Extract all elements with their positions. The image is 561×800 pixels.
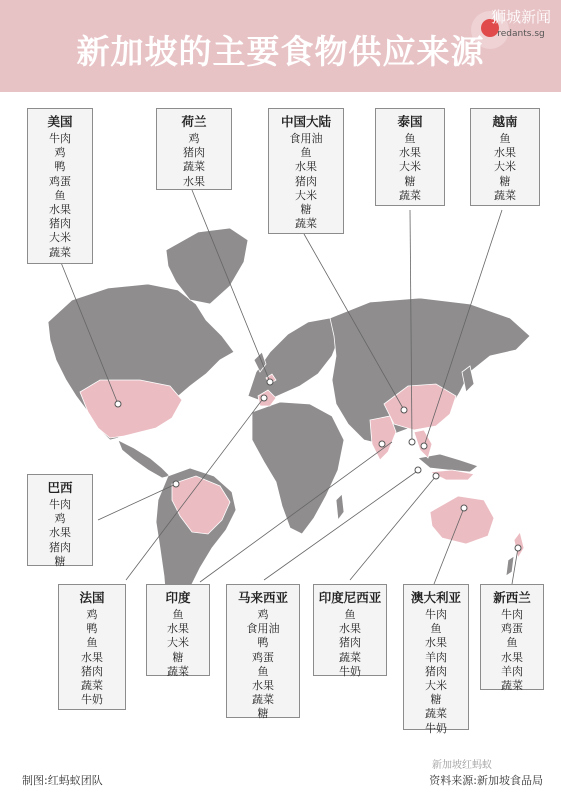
brand <box>491 6 551 39</box>
region-name: 印度 <box>165 590 191 605</box>
food-item: 蔬菜 <box>183 160 205 174</box>
food-item: 大米 <box>167 636 189 650</box>
food-item: 猪肉 <box>49 217 71 231</box>
food-item: 鸡 <box>54 512 66 526</box>
marker-malaysia <box>415 467 421 473</box>
food-item: 蔬菜 <box>167 664 189 678</box>
marker-netherlands <box>267 379 273 385</box>
marker-vietnam <box>421 443 427 449</box>
marker-india <box>379 441 385 447</box>
page-title: 新加坡的主要食物供应来源 <box>76 32 485 71</box>
connector-indonesia <box>350 476 436 580</box>
box-vietnam <box>470 108 540 206</box>
food-item: 水果 <box>49 526 71 540</box>
food-item: 食用油 <box>289 132 323 145</box>
food-item: 鸡蛋 <box>252 650 274 664</box>
region-name: 中国大陆 <box>280 114 331 129</box>
box-malaysia <box>226 584 300 721</box>
box-india <box>146 584 210 676</box>
food-item: 猪肉 <box>425 664 447 678</box>
food-item: 蔬菜 <box>295 217 317 231</box>
food-item: 牛奶 <box>81 693 103 707</box>
marker-indonesia <box>433 473 439 479</box>
marker-australia <box>461 505 467 511</box>
food-item: 大米 <box>49 231 71 245</box>
food-item: 牛肉 <box>425 608 447 621</box>
marker-china <box>401 407 407 413</box>
region-name: 泰国 <box>397 114 423 129</box>
food-item: 鱼 <box>506 636 518 650</box>
box-france <box>58 584 126 710</box>
food-item: 大米 <box>494 160 516 174</box>
food-item: 大米 <box>425 679 447 693</box>
food-item: 鸡 <box>188 132 200 145</box>
header-banner <box>0 0 561 92</box>
credit-text: 制图:红蚂蚁团队 <box>22 774 103 787</box>
food-item: 牛肉 <box>49 498 71 511</box>
region-name: 荷兰 <box>181 114 207 129</box>
food-item: 水果 <box>183 174 205 188</box>
food-item: 猪肉 <box>339 636 361 650</box>
food-item: 鸡 <box>86 608 98 621</box>
food-item: 鸡 <box>257 608 269 621</box>
food-item: 水果 <box>295 160 317 174</box>
food-item: 水果 <box>81 650 103 664</box>
food-item: 蔬菜 <box>501 679 523 693</box>
source-text: 资料来源:新加坡食品局 <box>429 774 543 787</box>
region-name: 印度尼西亚 <box>318 590 382 605</box>
food-item: 蔬菜 <box>339 650 361 664</box>
food-item: 鱼 <box>257 664 269 678</box>
region-name: 马来西亚 <box>237 590 288 605</box>
marker-brazil <box>173 481 179 487</box>
box-thailand <box>375 108 445 206</box>
food-item: 蔬菜 <box>425 707 447 721</box>
food-item: 糖 <box>257 707 269 721</box>
food-item: 鸭 <box>54 160 66 174</box>
central-america-land <box>118 440 170 478</box>
food-item: 鸭 <box>86 622 98 636</box>
food-item: 糖 <box>404 174 416 188</box>
australia-highlight <box>430 496 494 544</box>
region-name: 美国 <box>47 114 73 129</box>
food-item: 糖 <box>499 174 511 188</box>
food-item: 水果 <box>501 650 523 664</box>
food-item: 蔬菜 <box>49 245 71 259</box>
food-item: 猪肉 <box>295 174 317 188</box>
box-brazil <box>27 474 93 566</box>
usa-highlight <box>80 380 182 438</box>
food-item: 蔬菜 <box>252 693 274 707</box>
marker-thailand <box>409 439 415 445</box>
food-item: 鱼 <box>300 146 312 160</box>
food-item: 鱼 <box>430 622 442 636</box>
food-item: 糖 <box>54 554 66 568</box>
box-australia <box>403 584 469 735</box>
food-item: 蔬菜 <box>81 679 103 693</box>
food-item: 猪肉 <box>81 664 103 678</box>
food-item: 糖 <box>300 203 312 217</box>
food-item: 鱼 <box>344 608 356 621</box>
food-item: 糖 <box>172 650 184 664</box>
food-item: 鱼 <box>404 132 416 145</box>
food-item: 牛肉 <box>501 608 523 621</box>
india-highlight <box>370 416 396 460</box>
food-item: 大米 <box>399 160 421 174</box>
marker-france <box>261 395 267 401</box>
brand-name: 狮城新闻 <box>490 8 551 26</box>
region-name: 巴西 <box>47 480 73 495</box>
food-item: 牛奶 <box>339 664 361 678</box>
food-item: 水果 <box>252 679 274 693</box>
food-item: 牛奶 <box>425 721 447 735</box>
marker-newzealand <box>515 545 521 551</box>
box-usa <box>27 108 93 264</box>
africa-land <box>252 402 344 534</box>
region-name: 新西兰 <box>493 590 531 605</box>
region-name: 越南 <box>492 114 518 129</box>
food-item: 猪肉 <box>49 540 71 554</box>
food-item: 水果 <box>425 636 447 650</box>
food-item: 羊肉 <box>425 650 447 664</box>
region-name: 法国 <box>79 590 105 605</box>
food-item: 鱼 <box>54 188 66 202</box>
food-item: 鸡 <box>54 146 66 160</box>
brand-site: redants.sg <box>497 29 545 39</box>
box-newzealand <box>480 584 544 693</box>
food-item: 糖 <box>430 693 442 707</box>
food-item: 蔬菜 <box>494 188 516 202</box>
food-item: 水果 <box>494 146 516 160</box>
region-name: 澳大利亚 <box>410 590 461 605</box>
food-item: 鸭 <box>257 636 269 650</box>
food-item: 鸡蛋 <box>49 174 71 188</box>
food-item: 猪肉 <box>183 146 205 160</box>
food-item: 鱼 <box>86 636 98 650</box>
food-item: 鸡蛋 <box>501 622 523 636</box>
food-item: 羊肉 <box>501 664 523 678</box>
box-indonesia <box>313 584 387 676</box>
food-item: 水果 <box>399 146 421 160</box>
marker-usa <box>115 401 121 407</box>
food-item: 水果 <box>339 622 361 636</box>
food-item: 食用油 <box>246 622 280 636</box>
food-item: 水果 <box>49 203 71 217</box>
food-item: 牛肉 <box>49 132 71 145</box>
food-item: 鱼 <box>499 132 511 145</box>
food-item: 大米 <box>295 188 317 202</box>
box-netherlands <box>156 108 232 190</box>
madagascar-land <box>336 494 344 520</box>
food-item: 水果 <box>167 622 189 636</box>
food-item: 鱼 <box>172 608 184 621</box>
food-item: 蔬菜 <box>399 188 421 202</box>
box-china <box>268 108 344 234</box>
wechat-watermark: 新加坡红蚂蚁 <box>432 760 492 771</box>
